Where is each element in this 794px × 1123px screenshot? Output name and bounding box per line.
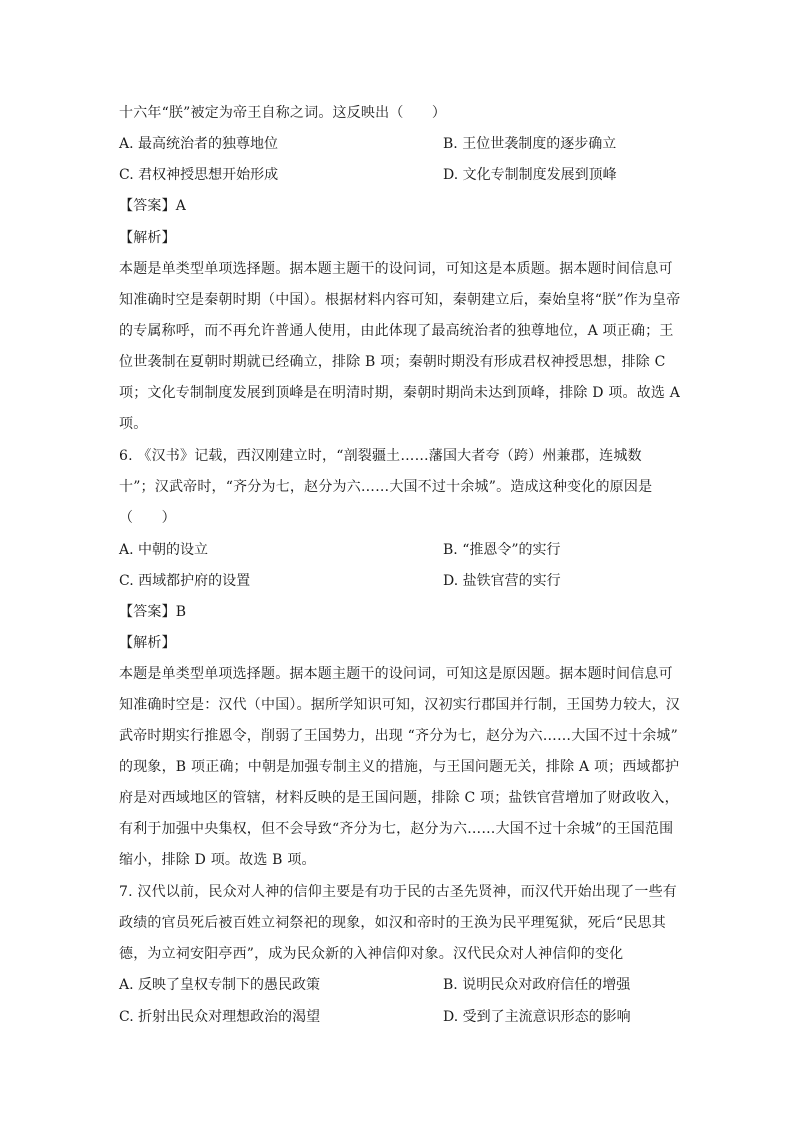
q6-answer: 【答案】B xyxy=(119,604,187,620)
q7-stem-line: 德，为立祠安阳亭西”，成为民众新的入神信仰对象。汉代民众对人神信仰的变化 xyxy=(119,946,624,962)
q5-answer: 【答案】A xyxy=(119,198,187,214)
q5-analysis-line: 位世袭制在夏朝时期就已经确立，排除 B 项；秦朝时期没有形成君权神授思想，排除 C xyxy=(119,354,666,370)
q6-analysis-line: 本题是单类型单项选择题。据本题主题干的设问词，可知这是原因题。据本题时间信息可 xyxy=(119,666,673,682)
q6-analysis-line: 知准确时空是：汉代（中国）。据所学知识可知，汉初实行郡国并行制，王国势力较大，汉 xyxy=(119,697,680,713)
q5-analysis-line: 的专属称呼，而不再允许普通人使用，由此体现了最高统治者的独尊地位，A 项正确；王 xyxy=(119,323,674,339)
q6-analysis-title: 【解析】 xyxy=(119,635,176,651)
q7-stem-line: 政绩的官员死后被百姓立祠祭祀的现象，如汉和帝时的王涣为民平理冤狱，死后“民思其 xyxy=(119,915,666,931)
q7-option-b: B. 说明民众对政府信任的增强 xyxy=(443,977,631,993)
q6-option-a: A. 中朝的设立 xyxy=(119,542,209,558)
q6-stem-line: 6. 《汉书》记载，西汉刚建立时，“剖裂疆土……藩国大者夸（跨）州兼郡，连城数 xyxy=(119,448,642,464)
q6-stem-line: （ ） xyxy=(119,510,176,526)
q6-analysis-line: 有利于加强中央集权，但不会导致“齐分为七，赵分为六……大国不过十余城”的王国范围 xyxy=(119,821,674,837)
q6-stem-line: 十”；汉武帝时，“齐分为七，赵分为六……大国不过十余城”。造成这种变化的原因是 xyxy=(119,479,653,495)
q7-option-a: A. 反映了皇权专制下的愚民政策 xyxy=(119,977,321,993)
q6-analysis-line: 府是对西域地区的管辖，材料反映的是王国问题，排除 C 项；盐铁官营增加了财政收入， xyxy=(119,790,679,806)
q5-analysis-line: 项。 xyxy=(119,416,148,432)
q6-analysis-line: 武帝时期实行推恩令，削弱了王国势力，出现 “齐分为七，赵分为六……大国不过十余城” xyxy=(119,728,678,744)
q5-option-d: D. 文化专制制度发展到顶峰 xyxy=(443,167,617,183)
q6-analysis-line: 缩小，排除 D 项。故选 B 项。 xyxy=(119,852,316,868)
q7-option-c: C. 折射出民众对理想政治的渴望 xyxy=(119,1009,321,1025)
q6-analysis-line: 的现象，B 项正确；中朝是加强专制主义的措施，与王国问题无关，排除 A 项；西域都护 xyxy=(119,759,680,775)
q5-analysis-line: 知准确时空是秦朝时期（中国）。根据材料内容可知，秦朝建立后，秦始皇将“朕”作为皇帝 xyxy=(119,292,681,308)
q5-analysis-line: 项；文化专制制度发展到顶峰是在明清时期，秦朝时期尚未达到顶峰，排除 D 项。故选 A xyxy=(119,385,681,401)
q5-option-b: B. 王位世袭制度的逐步确立 xyxy=(443,136,617,152)
q5-stem: 十六年“朕”被定为帝王自称之词。这反映出（ ） xyxy=(119,105,447,121)
q5-option-c: C. 君权神授思想开始形成 xyxy=(119,167,279,183)
q6-option-b: B. “推恩令”的实行 xyxy=(443,542,561,558)
q5-analysis-line: 本题是单类型单项选择题。据本题主题干的设问词，可知这是本质题。据本题时间信息可 xyxy=(119,261,673,277)
q6-option-d: D. 盐铁官营的实行 xyxy=(443,573,561,589)
q6-option-c: C. 西域都护府的设置 xyxy=(119,573,251,589)
q5-analysis-title: 【解析】 xyxy=(119,230,176,246)
q7-stem-line: 7. 汉代以前，民众对人神的信仰主要是有功于民的古圣先贤神，而汉代开始出现了一些有 xyxy=(119,884,678,900)
q7-option-d: D. 受到了主流意识形态的影响 xyxy=(443,1009,631,1025)
q5-option-a: A. 最高统治者的独尊地位 xyxy=(119,136,279,152)
